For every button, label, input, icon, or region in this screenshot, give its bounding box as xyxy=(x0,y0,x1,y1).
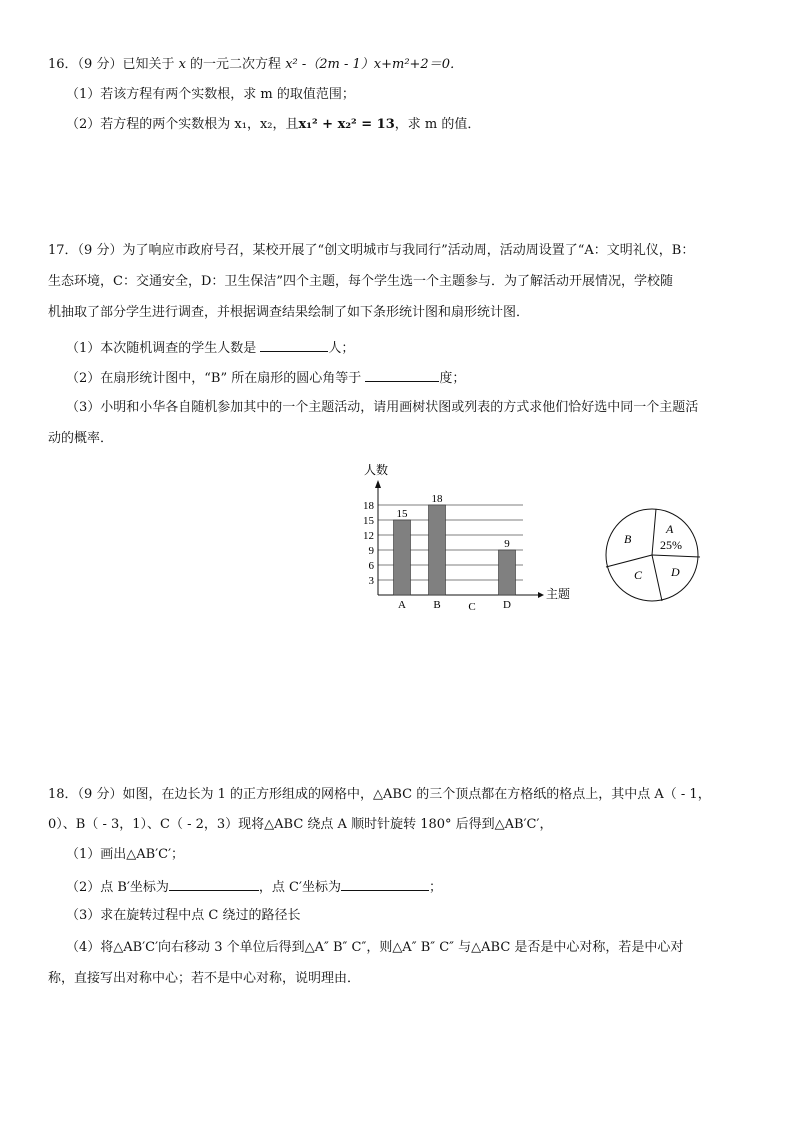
q18-part2: （2）点 B′坐标为 ，点 C′坐标为 ； xyxy=(66,877,442,897)
bar-a xyxy=(394,520,411,595)
pie-label-c: C xyxy=(634,568,643,582)
answer-blank[interactable] xyxy=(341,877,429,891)
data-label: 15 xyxy=(396,508,408,520)
q18-part4-line1: （4）将△AB′C′向右移动 3 个单位后得到△A″ B″ C″，则△A″ B″ C″ 与△ABC 是否是中心对称，若是中心对 xyxy=(66,940,684,955)
answer-blank[interactable] xyxy=(169,877,259,891)
q17-part1: （1）本次随机调查的学生人数是 人； xyxy=(66,338,354,358)
bar-chart xyxy=(350,460,580,620)
q16-equation: x² -（2m - 1）x+m²+2＝0． xyxy=(285,57,463,72)
pie-slice-boundary xyxy=(652,555,700,557)
pie-label-a: A xyxy=(666,522,674,536)
pie-chart xyxy=(600,505,710,605)
pie-annotation: 25% xyxy=(660,538,682,552)
pie-slice-boundary xyxy=(652,555,662,601)
bar-b xyxy=(429,505,446,595)
pie-label-b: B xyxy=(624,532,632,546)
y-tick-label: 6 xyxy=(368,560,374,572)
answer-blank[interactable] xyxy=(260,338,328,352)
q17-part2: （2）在扇形统计图中，“B” 所在扇形的圆心角等于 度； xyxy=(66,368,465,388)
y-axis-arrow xyxy=(375,480,381,488)
y-axis-label: 人数 xyxy=(364,463,389,477)
data-label: 9 xyxy=(504,538,510,550)
q17-stem-line1: 17．（9 分）为了响应市政府号召，某校开展了“创文明城市与我同行”活动周，活动周设置了“A：文明礼仪，B： xyxy=(48,243,695,258)
x-axis-label: 主题 xyxy=(546,587,571,601)
x-tick-label: B xyxy=(433,599,441,611)
q16-part2: （2）若方程的两个实数根为 x₁，x₂，且x₁² + x₂² = 13，求 m 的值． xyxy=(66,117,481,132)
y-tick-label: 9 xyxy=(368,545,374,557)
x-tick-label: A xyxy=(398,599,406,611)
y-tick-label: 18 xyxy=(363,500,374,512)
bar-d xyxy=(499,550,516,595)
q16-part1: （1）若该方程有两个实数根，求 m 的取值范围； xyxy=(66,87,355,102)
x-axis-arrow xyxy=(538,592,544,598)
q17-part3-line2: 动的概率． xyxy=(48,431,114,446)
answer-blank[interactable] xyxy=(365,368,439,382)
q17-stem-line3: 机抽取了部分学生进行调查，并根据调查结果绘制了如下条形统计图和扇形统计图． xyxy=(48,305,530,320)
data-label: 18 xyxy=(431,493,443,505)
q18-stem-line1: 18．（9 分）如图，在边长为 1 的正方形组成的网格中，△ABC 的三个顶点都在方格纸的格点上，其中点 A（ - 1， xyxy=(48,787,711,802)
q17-stem-line2: 生态环境，C：交通安全，D：卫生保洁”四个主题，每个学生选一个主题参与．为了解活动开展情况，学校随 xyxy=(48,274,674,289)
pie-slice-boundary xyxy=(606,555,652,567)
q18-part4-line2: 称，直接写出对称中心；若不是中心对称，说明理由． xyxy=(48,971,361,986)
pie-label-d: D xyxy=(671,565,680,579)
q18-part3: （3）求在旋转过程中点 C 绕过的路径长 xyxy=(66,908,301,923)
x-tick-label: D xyxy=(503,599,511,611)
x-tick-label: C xyxy=(468,601,476,613)
q16-condition: x₁² + x₂² = 13 xyxy=(298,117,395,132)
q17-part3-line1: （3）小明和小华各自随机参加其中的一个主题活动，请用画树状图或列表的方式求他们恰好选中同一个主题活 xyxy=(66,400,699,415)
y-tick-label: 15 xyxy=(363,515,374,527)
y-tick-label: 3 xyxy=(368,575,374,587)
q18-part1: （1）画出△AB′C′； xyxy=(66,847,185,862)
q16-stem: 16．（9 分）已知关于 x 的一元二次方程 x² -（2m - 1）x+m²+2＝0． xyxy=(48,57,463,72)
pie-slice-boundary xyxy=(652,509,656,555)
q18-stem-line2: 0）、B（ - 3，1）、C（ - 2，3）现将△ABC 绕点 A 顺时针旋转 180° 后得到△AB′C′， xyxy=(48,817,553,832)
y-tick-label: 12 xyxy=(363,530,374,542)
